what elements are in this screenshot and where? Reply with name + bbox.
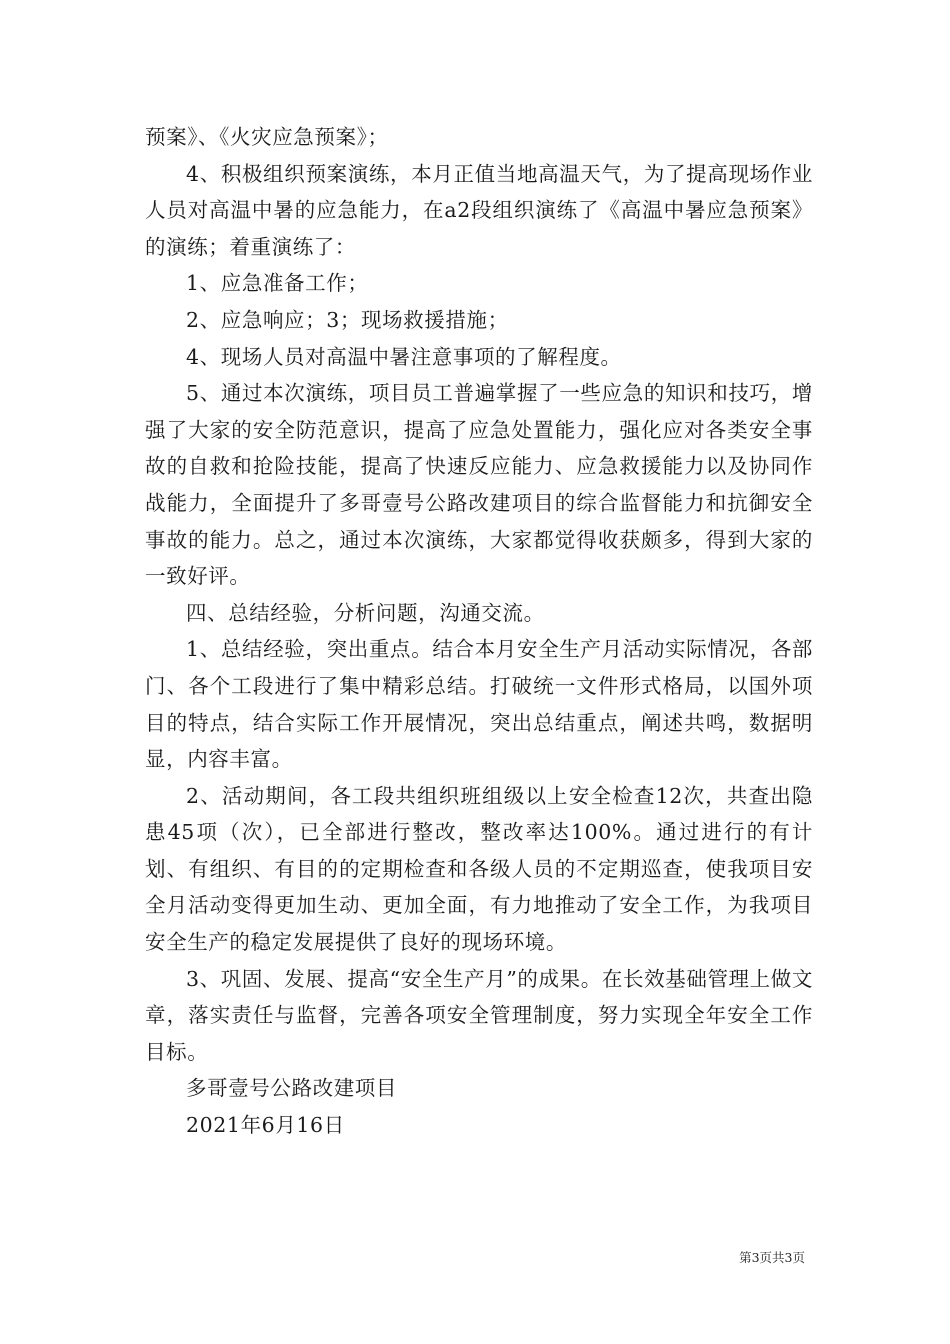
paragraph-drill-organization: 4、积极组织预案演练，本月正值当地高温天气，为了提高现场作业人员对高温中暑的应急能力，在a2段组织演练了《高温中暑应急预案》的演练；着重演练了： [145, 161, 813, 259]
signature-organization: 多哥壹号公路改建项目 [186, 1076, 397, 1101]
section-heading-summary: 四、总结经验，分析问题，沟通交流。 [186, 600, 545, 625]
paragraph-drill-item-2: 2、应急响应；3；现场救援措施； [186, 307, 509, 332]
paragraph-summary-1: 1、总结经验，突出重点。结合本月安全生产月活动实际情况，各部门、各个工段进行了集中精彩总结。打破统一文件形式格局，以国外项目的特点，结合实际工作开展情况，突出总结重点，阐述共鸣，数据明显，内容丰富。 [145, 637, 813, 772]
document-body [145, 119, 813, 1144]
paragraph-drill-results: 5、通过本次演练，项目员工普遍掌握了一些应急的知识和技巧，增强了大家的安全防范意识，提高了应急处置能力，强化应对各类安全事故的自救和抢险技能，提高了快速反应能力、应急救援能力以及协同作战能力，全面提升了多哥壹号公路改建项目的综合监督能力和抗御安全事故的能力。总之，通过本次演练，大家都觉得收获颇多，得到大家的一致好评。 [145, 381, 813, 589]
paragraph-drill-item-1: 1、应急准备工作； [186, 271, 369, 296]
signature-date: 2021年6月16日 [186, 1113, 345, 1138]
page-number: 第3页共3页 [739, 1250, 805, 1265]
paragraph-drill-item-4: 4、现场人员对高温中暑注意事项的了解程度。 [186, 344, 622, 369]
paragraph-summary-3: 3、巩固、发展、提高“安全生产月”的成果。在长效基础管理上做文章，落实责任与监督，完善各项安全管理制度，努力实现全年安全工作目标。 [145, 966, 813, 1064]
paragraph-continuation: 预案》、《火灾应急预案》； [145, 125, 389, 149]
paragraph-summary-2: 2、活动期间，各工段共组织班组级以上安全检查12次，共查出隐患45项（次），已全部进行整改，整改率达100%。通过进行的有计划、有组织、有目的的定期检查和各级人员的不定期巡查，使我项目安全月活动变得更加生动、更加全面，有力地推动了安全工作，为我项目安全生产的稳定发展提供了良好的现场环境。 [145, 783, 813, 955]
